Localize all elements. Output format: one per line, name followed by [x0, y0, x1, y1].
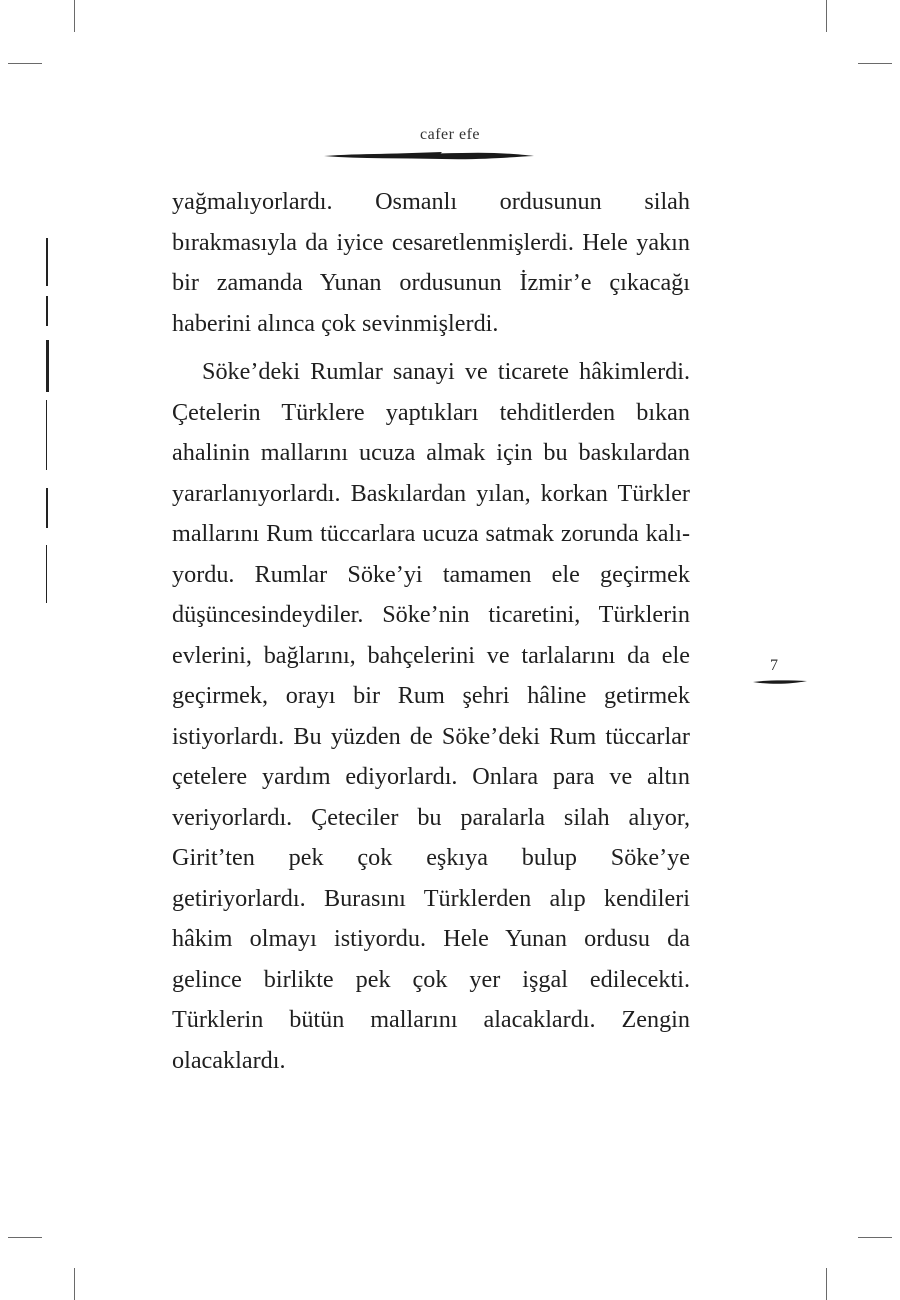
header-brush-stroke: [322, 148, 536, 164]
crop-mark-bottom-left-h: [8, 1237, 42, 1238]
crop-mark-bottom-right: [826, 1268, 827, 1300]
crop-mark-top-right-h: [858, 63, 892, 64]
edge-mark-4: [46, 400, 47, 470]
page-number-brush-stroke: [752, 677, 808, 687]
edge-mark-2: [46, 296, 48, 326]
paragraph: yağmalıyorlardı. Osmanlı ordusunun silah bırakmasıyla da iyice cesaretlenmişlerdi. Hele yakın bir zamanda Yunan ordusunun İzmir’e çıkacağı haberini alınca çok sevinmişlerdi.: [172, 188, 690, 337]
crop-mark-bottom-right-h: [858, 1237, 892, 1238]
edge-mark-3: [46, 340, 49, 392]
edge-mark-5: [46, 488, 48, 528]
edge-mark-6: [46, 545, 47, 603]
crop-mark-top-left-h: [8, 63, 42, 64]
crop-mark-top-right: [826, 0, 827, 32]
running-header: cafer efe: [420, 126, 480, 143]
edge-mark-1: [46, 238, 48, 286]
body-text: [172, 182, 690, 1081]
paragraph: Söke’deki Rumlar sanayi ve ticarete hâkimlerdi. Çetelerin Türklere yaptıkları tehditlerden bıkan ahalinin mallarını ucuza almak için bu baskılardan yararlanıyorlardı. Baskılardan yılan, korkan Türkler mallarını Rum tüccarlara ucuza satmak zorunda kalıyordu. Rumlar Söke’yi tamamen ele geçirmek düşüncesindeydiler. Söke’nin ticaretini, Türklerin evlerini, bağlarını, bahçelerini ve tarlalarını da ele geçirmek, orayı bir Rum şehri hâline getirmek istiyorlardı. Bu yüzden de Söke’deki Rum tüccarlar çetelere yardım ediyorlardı. Onlara para ve altın veriyorlardı. Çeteciler bu paralarla silah alıyor, Girit’ten pek çok eşkıya bulup Söke’ye getiriyorlardı. Burasını Türklerden alıp kendileri hâkim olmayı istiyordu. Hele Yunan ordusu da gelince birlikte pek çok yer işgal edilecekti. Türklerin bütün mallarını alacaklardı. Zengin olacaklardı.: [172, 358, 690, 1074]
page-number: 7: [770, 657, 778, 674]
crop-mark-bottom-left: [74, 1268, 75, 1300]
crop-mark-top-left: [74, 0, 75, 32]
